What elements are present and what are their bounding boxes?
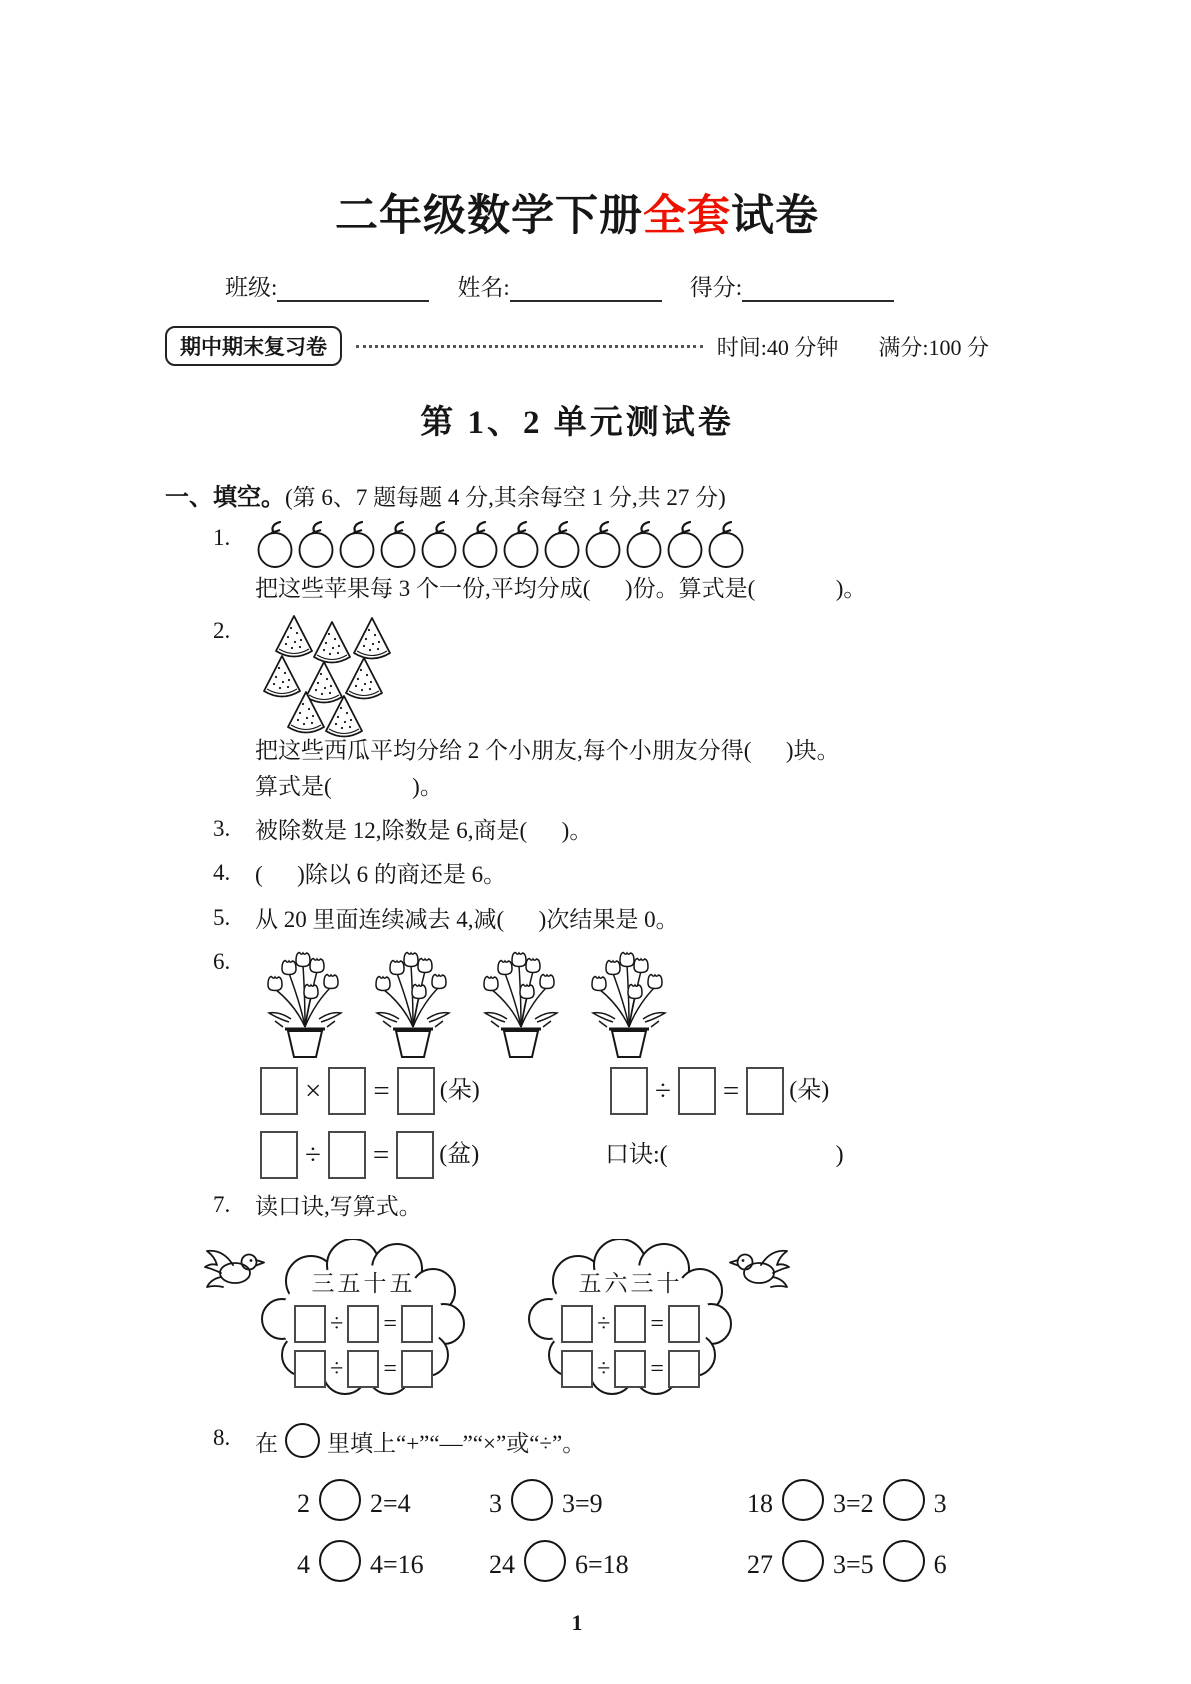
question-2	[213, 614, 989, 803]
flower-pots-row	[255, 945, 989, 1059]
q8-equation	[297, 1540, 489, 1584]
divide-sign: ÷	[597, 1355, 611, 1382]
answer-box	[610, 1067, 648, 1115]
q6-equation-divide-pots	[255, 1131, 605, 1179]
question-6-equations	[255, 1067, 989, 1179]
class-blank-line	[277, 274, 429, 302]
answer-box	[668, 1305, 700, 1343]
q8-number-text: 6	[933, 1550, 947, 1580]
q6-equation-multiply	[255, 1067, 605, 1115]
question-5-text: 从 20 里面连续减去 4,减( )次结果是 0。	[255, 906, 679, 932]
answer-box	[347, 1350, 379, 1388]
apple-icon	[501, 521, 541, 569]
answer-box	[668, 1350, 700, 1388]
apple-icon	[624, 521, 664, 569]
operator-circle-example	[285, 1423, 320, 1458]
answer-box	[347, 1305, 379, 1343]
divide-sign: ÷	[330, 1310, 344, 1337]
question-3-number: 3.	[213, 816, 231, 842]
q8-equation	[489, 1479, 747, 1523]
unit-label: (朵)	[439, 1077, 480, 1104]
question-6-number: 6.	[213, 949, 231, 975]
q8-equation	[747, 1540, 989, 1584]
divide-sign: ÷	[305, 1139, 321, 1172]
q8-equation	[489, 1540, 747, 1584]
equals-sign: =	[372, 1139, 390, 1172]
question-4	[213, 856, 989, 891]
question-3-text: 被除数是 12,除数是 6,商是( )。	[255, 818, 593, 844]
answer-box	[260, 1131, 298, 1179]
answer-box	[614, 1305, 646, 1343]
apple-icon	[706, 521, 746, 569]
operator-circle-blank	[883, 1540, 925, 1582]
q8-number-text: 27	[747, 1550, 773, 1580]
q8-number-text: 3	[489, 1488, 502, 1518]
cloud-2	[528, 1239, 733, 1397]
operator-circle-blank	[782, 1540, 824, 1582]
apple-icon	[583, 521, 623, 569]
cloud-equation-row	[285, 1350, 442, 1388]
question-2-number: 2.	[213, 618, 231, 644]
apple-icon	[542, 521, 582, 569]
question-5	[213, 901, 989, 936]
q8-number-text: 2=4	[370, 1488, 411, 1518]
unit-label: (朵)	[789, 1077, 830, 1104]
page-number: 1	[571, 1610, 583, 1636]
exam-type-badge: 期中期末复习卷	[165, 326, 342, 366]
q8-text-post: 里填上“+”“—”“×”或“÷”。	[327, 1431, 586, 1457]
question-1-number: 1.	[213, 525, 231, 550]
q8-rows	[297, 1479, 989, 1584]
question-2-text-line2: 算式是( )。	[255, 773, 443, 799]
name-blank-line	[510, 274, 662, 302]
cloud-equation-row	[552, 1305, 709, 1343]
exam-meta-row	[165, 326, 989, 366]
title-highlight: 全套	[643, 193, 731, 240]
question-7-number: 7.	[213, 1192, 231, 1218]
q8-number-text: 4	[297, 1550, 310, 1580]
multiply-sign: ×	[305, 1075, 322, 1108]
apples-row	[255, 521, 989, 569]
question-1-text: 把这些苹果每 3 个一份,平均分成( )份。算式是( )。	[255, 576, 867, 601]
question-6	[213, 945, 989, 1179]
class-label: 班级:	[225, 275, 278, 300]
section-title: 第 1、2 单元测试卷	[420, 405, 734, 441]
operator-circle-blank	[524, 1540, 566, 1582]
question-4-text: ( )除以 6 的商还是 6。	[255, 862, 507, 888]
q6-equation-divide-flowers	[605, 1067, 989, 1115]
operator-circle-blank	[511, 1479, 553, 1521]
apple-icon	[460, 521, 500, 569]
question-8	[213, 1421, 989, 1584]
title-prefix: 二年级数学下册	[335, 193, 643, 240]
apple-icon	[337, 521, 377, 569]
answer-box	[401, 1350, 433, 1388]
question-3	[213, 812, 989, 847]
answer-box	[746, 1067, 784, 1115]
apple-icon	[419, 521, 459, 569]
bird-icon	[729, 1243, 791, 1293]
q8-number-text: 3	[933, 1488, 947, 1518]
flower-pot-icon	[363, 945, 463, 1059]
divide-sign: ÷	[330, 1355, 344, 1382]
answer-box	[397, 1067, 435, 1115]
answer-box	[294, 1305, 326, 1343]
dotted-leader	[356, 345, 703, 348]
question-8-instruction	[255, 1423, 989, 1460]
operator-circle-blank	[883, 1479, 925, 1521]
answer-box	[260, 1067, 298, 1115]
apple-icon	[378, 521, 418, 569]
question-1	[213, 521, 989, 605]
operator-circle-blank	[782, 1479, 824, 1521]
q8-number-text: 3=9	[562, 1488, 603, 1518]
part1-heading-note: (第 6、7 题每题 4 分,其余每空 1 分,共 27 分)	[285, 485, 726, 510]
question-2-text-line1: 把这些西瓜平均分给 2 个小朋友,每个小朋友分得( )块。	[255, 738, 840, 764]
cloud-equation-row	[552, 1350, 709, 1388]
page-title	[165, 0, 989, 243]
q8-equation	[297, 1479, 489, 1523]
flower-pot-icon	[255, 945, 355, 1059]
answer-box	[401, 1305, 433, 1343]
divide-sign: ÷	[597, 1310, 611, 1337]
q8-equation	[747, 1479, 989, 1523]
part1-heading	[165, 477, 989, 512]
equals-sign: =	[373, 1075, 390, 1108]
equals-sign: =	[383, 1355, 397, 1382]
full-score-info: 满分:100 分	[878, 334, 989, 360]
equals-sign: =	[383, 1310, 397, 1337]
equals-sign: =	[650, 1355, 664, 1382]
watermelon-icon	[321, 694, 367, 742]
time-info: 时间:40 分钟	[716, 334, 839, 360]
q8-number-text: 24	[489, 1550, 515, 1580]
question-5-number: 5.	[213, 904, 231, 930]
answer-box	[561, 1305, 593, 1343]
answer-box	[678, 1067, 716, 1115]
answer-box	[614, 1350, 646, 1388]
operator-circle-blank	[319, 1540, 361, 1582]
answer-box	[294, 1350, 326, 1388]
equals-sign: =	[722, 1075, 740, 1108]
score-label: 得分:	[689, 275, 743, 300]
watermelon-cluster	[255, 614, 415, 730]
answer-box	[561, 1350, 593, 1388]
flower-pot-icon	[579, 945, 679, 1059]
q8-number-text: 4=16	[370, 1550, 424, 1580]
score-blank-line	[742, 274, 894, 302]
part1-heading-label: 一、填空。	[165, 485, 285, 511]
apple-icon	[665, 521, 705, 569]
operator-circle-blank	[319, 1479, 361, 1521]
question-4-number: 4.	[213, 860, 231, 886]
equals-sign: =	[650, 1310, 664, 1337]
cloud-1	[261, 1239, 466, 1397]
cloud-1-title: 三五十五	[311, 1271, 416, 1297]
flower-pot-icon	[471, 945, 571, 1059]
bird-icon	[203, 1243, 265, 1293]
apple-icon	[255, 521, 295, 569]
q8-number-text: 6=18	[575, 1550, 629, 1580]
koujue-blank: 口诀:( )	[605, 1141, 844, 1168]
name-label: 姓名:	[457, 275, 510, 300]
unit-label: (盆)	[439, 1141, 480, 1168]
question-7	[213, 1188, 989, 1223]
q8-number-text: 18	[747, 1488, 773, 1518]
q8-text-pre: 在	[255, 1431, 278, 1457]
page-content	[165, 0, 989, 1636]
q8-number-text: 3=2	[833, 1488, 874, 1518]
q8-number-text: 3=5	[833, 1550, 874, 1580]
q8-equation-row	[297, 1540, 989, 1584]
q8-equation-row	[297, 1479, 989, 1523]
title-suffix: 试卷	[731, 193, 819, 240]
apple-icon	[296, 521, 336, 569]
cloud-2-title: 五六三十	[578, 1271, 683, 1297]
answer-box	[396, 1131, 434, 1179]
answer-box	[328, 1131, 366, 1179]
divide-sign: ÷	[655, 1075, 671, 1108]
koujue-clouds	[261, 1239, 989, 1397]
q8-number-text: 2	[297, 1488, 310, 1518]
answer-box	[328, 1067, 366, 1115]
student-info-row	[225, 269, 989, 302]
question-8-number: 8.	[213, 1425, 231, 1451]
cloud-equation-row	[285, 1305, 442, 1343]
question-7-text: 读口诀,写算式。	[255, 1194, 422, 1220]
